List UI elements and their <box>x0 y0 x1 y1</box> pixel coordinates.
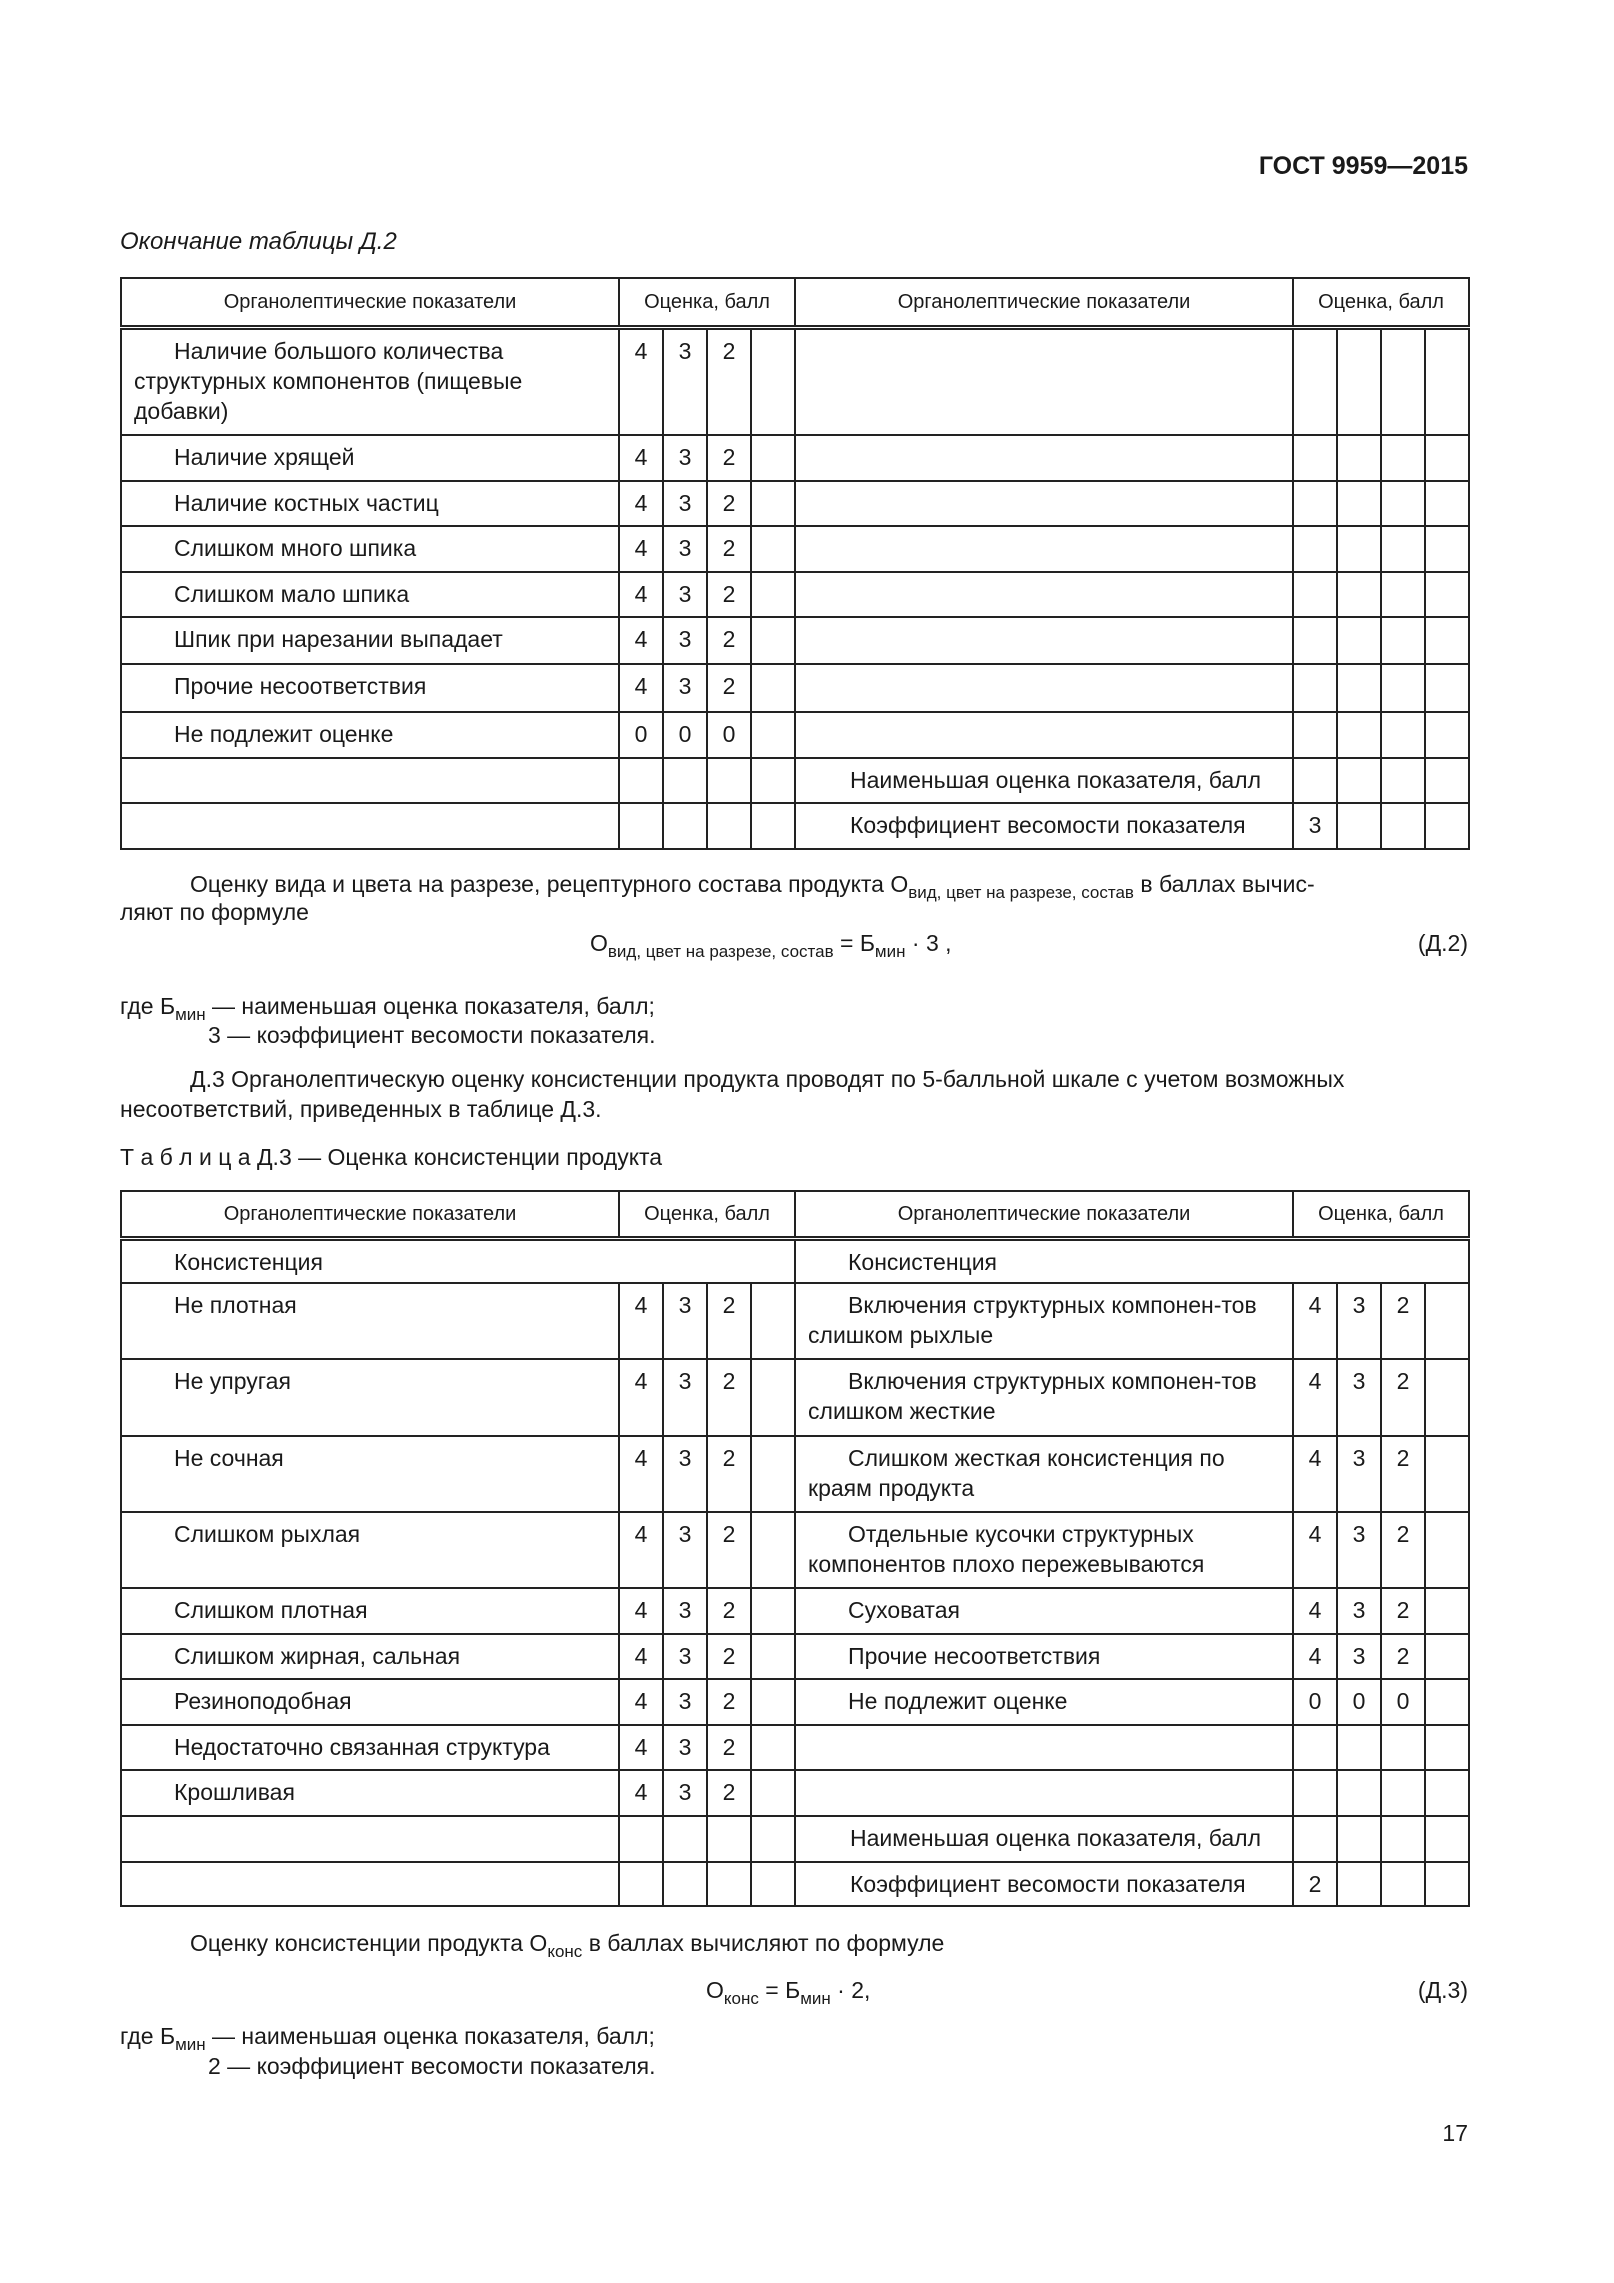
score-cell <box>1293 526 1337 572</box>
score-cell: 3 <box>663 572 707 617</box>
symbol: О <box>590 930 608 956</box>
table-row <box>121 617 1469 664</box>
score-cell <box>1337 572 1381 617</box>
score-cell <box>751 572 795 617</box>
indicator-cell: Не упругая <box>121 1359 619 1436</box>
where-line: 3 — коэффициент весомости показателя. <box>208 1022 656 1048</box>
table-row <box>121 481 1469 526</box>
score-cell <box>751 1679 795 1725</box>
caption-label: Т а б л и ц а <box>120 1144 251 1170</box>
symbol: = Б <box>758 1977 801 2003</box>
where-line <box>120 993 1468 1025</box>
score-cell: 4 <box>619 526 663 572</box>
table-row <box>121 1359 1469 1436</box>
score-cell <box>1381 1862 1425 1906</box>
score-cell <box>619 803 663 849</box>
score-cell <box>1381 617 1425 664</box>
score-cell: 4 <box>619 1634 663 1679</box>
indicator-cell: Прочие несоответствия <box>795 1634 1293 1679</box>
indicator-cell: Включения структурных компонен-тов слишком жесткие <box>795 1359 1293 1436</box>
indicator-cell: Суховатая <box>795 1588 1293 1634</box>
subscript: мин <box>175 1005 206 1024</box>
column-header: Оценка, балл <box>619 1191 795 1238</box>
score-cell: 4 <box>619 572 663 617</box>
column-header: Оценка, балл <box>1293 1191 1469 1238</box>
indicator-cell <box>121 1816 619 1862</box>
where-line: 2 — коэффициент весомости показателя. <box>208 2053 656 2079</box>
score-cell: 3 <box>1337 1634 1381 1679</box>
score-cell <box>751 803 795 849</box>
score-cell <box>1337 758 1381 803</box>
indicator-cell: Наличие хрящей <box>121 435 619 481</box>
paragraph-line: Д.3 Органолептическую оценку консистенции продукта проводят по 5-балльной шкале с учетом возможных <box>190 1066 1345 1092</box>
score-cell <box>1337 1862 1381 1906</box>
score-cell: 3 <box>1337 1512 1381 1588</box>
score-cell <box>1425 803 1469 849</box>
table-d3 <box>120 1190 1470 1907</box>
score-cell: 4 <box>619 1283 663 1359</box>
score-cell: 2 <box>707 1512 751 1588</box>
score-cell: 4 <box>1293 1634 1337 1679</box>
formula-number: (Д.3) <box>1417 1977 1468 2003</box>
text: в баллах вычис- <box>1133 871 1315 897</box>
score-cell: 2 <box>1293 1862 1337 1906</box>
score-cell: 3 <box>663 1770 707 1816</box>
score-cell <box>1425 1770 1469 1816</box>
score-cell <box>1337 712 1381 758</box>
score-cell: 4 <box>1293 1512 1337 1588</box>
score-cell: 3 <box>663 1634 707 1679</box>
score-cell <box>1425 1679 1469 1725</box>
score-cell <box>1425 664 1469 712</box>
score-cell <box>1337 617 1381 664</box>
score-cell <box>751 1283 795 1359</box>
score-cell: 3 <box>663 1588 707 1634</box>
subscript: вид, цвет на разрезе, состав <box>607 942 834 961</box>
score-cell <box>1425 617 1469 664</box>
score-cell: 2 <box>707 1770 751 1816</box>
score-cell <box>1293 327 1337 435</box>
score-cell: 4 <box>619 1359 663 1436</box>
score-cell: 4 <box>619 1588 663 1634</box>
subscript: конс <box>547 1942 583 1961</box>
score-cell: 2 <box>707 327 751 435</box>
score-cell: 4 <box>619 664 663 712</box>
indicator-cell <box>795 572 1293 617</box>
indicator-cell <box>795 1770 1293 1816</box>
score-cell <box>1337 435 1381 481</box>
score-cell <box>1337 1816 1381 1862</box>
score-cell <box>1337 1770 1381 1816</box>
table-row <box>121 712 1469 758</box>
indicator-cell: Коэффициент весомости показателя <box>795 803 1293 849</box>
score-cell: 2 <box>707 1283 751 1359</box>
score-cell <box>751 1359 795 1436</box>
score-cell: 2 <box>1381 1436 1425 1512</box>
indicator-cell <box>121 1862 619 1906</box>
score-cell <box>1425 435 1469 481</box>
column-header: Оценка, балл <box>1293 278 1469 327</box>
section-label: Консистенция <box>795 1238 1469 1283</box>
score-cell <box>1381 803 1425 849</box>
score-cell: 3 <box>663 327 707 435</box>
text: — наименьшая оценка показателя, балл; <box>205 2023 655 2049</box>
table-row <box>121 1679 1469 1725</box>
score-cell <box>1381 327 1425 435</box>
score-cell: 2 <box>707 1725 751 1770</box>
symbol: О <box>706 1977 724 2003</box>
subscript: мин <box>800 1989 831 2008</box>
score-cell <box>751 758 795 803</box>
table-row <box>121 1725 1469 1770</box>
indicator-cell <box>795 617 1293 664</box>
where-line <box>120 2023 1468 2055</box>
score-cell <box>1337 664 1381 712</box>
score-cell: 2 <box>707 617 751 664</box>
symbol: = Б <box>833 930 875 956</box>
indicator-cell: Наличие большого количества структурных компонентов (пищевые добавки) <box>121 327 619 435</box>
indicator-cell: Прочие несоответствия <box>121 664 619 712</box>
score-cell <box>707 1816 751 1862</box>
score-cell <box>1293 1770 1337 1816</box>
indicator-cell <box>121 758 619 803</box>
score-cell <box>1425 1512 1469 1588</box>
score-cell: 2 <box>1381 1588 1425 1634</box>
score-cell <box>1425 1816 1469 1862</box>
indicator-cell: Не подлежит оценке <box>121 712 619 758</box>
score-cell: 0 <box>619 712 663 758</box>
score-cell: 4 <box>619 1436 663 1512</box>
score-cell <box>751 1512 795 1588</box>
score-cell: 0 <box>663 712 707 758</box>
score-cell <box>1337 526 1381 572</box>
score-cell <box>619 758 663 803</box>
table-row <box>121 758 1469 803</box>
score-cell: 2 <box>1381 1512 1425 1588</box>
score-cell <box>1381 572 1425 617</box>
score-cell: 2 <box>1381 1283 1425 1359</box>
indicator-cell: Не сочная <box>121 1436 619 1512</box>
score-cell: 4 <box>619 1679 663 1725</box>
score-cell: 3 <box>663 435 707 481</box>
score-cell: 2 <box>707 481 751 526</box>
indicator-cell <box>795 481 1293 526</box>
table-d3-caption <box>120 1144 1468 1171</box>
score-cell: 4 <box>1293 1588 1337 1634</box>
indicator-cell: Наименьшая оценка показателя, балл <box>795 758 1293 803</box>
score-cell <box>1293 664 1337 712</box>
score-cell <box>751 526 795 572</box>
subscript: мин <box>175 2035 206 2054</box>
indicator-cell: Слишком рыхлая <box>121 1512 619 1588</box>
score-cell: 4 <box>619 1725 663 1770</box>
score-cell: 2 <box>707 1634 751 1679</box>
paragraph-line: несоответствий, приведенных в таблице Д.3. <box>120 1096 602 1122</box>
score-cell <box>707 803 751 849</box>
score-cell <box>1381 1770 1425 1816</box>
text: в баллах вычисляют по формуле <box>582 1930 945 1956</box>
section-row <box>121 1238 1469 1283</box>
score-cell <box>1381 481 1425 526</box>
score-cell: 4 <box>1293 1283 1337 1359</box>
score-cell: 0 <box>1337 1679 1381 1725</box>
score-cell <box>1293 435 1337 481</box>
score-cell: 3 <box>1337 1283 1381 1359</box>
document-id: ГОСТ 9959—2015 <box>1258 152 1468 180</box>
score-cell <box>1425 481 1469 526</box>
score-cell: 2 <box>707 1588 751 1634</box>
score-cell <box>751 481 795 526</box>
table-d2 <box>120 277 1470 850</box>
table-row <box>121 1634 1469 1679</box>
score-cell <box>1293 617 1337 664</box>
score-cell: 2 <box>707 435 751 481</box>
table-row <box>121 664 1469 712</box>
score-cell <box>1425 758 1469 803</box>
subscript: конс <box>723 1989 759 2008</box>
indicator-cell: Не подлежит оценке <box>795 1679 1293 1725</box>
score-cell: 4 <box>619 617 663 664</box>
score-cell <box>1381 526 1425 572</box>
score-cell: 2 <box>707 1436 751 1512</box>
table-row <box>121 526 1469 572</box>
score-cell: 3 <box>663 526 707 572</box>
score-cell: 2 <box>1381 1359 1425 1436</box>
score-cell: 3 <box>1337 1588 1381 1634</box>
score-cell <box>751 327 795 435</box>
score-cell <box>1293 572 1337 617</box>
score-cell <box>1337 481 1381 526</box>
text: — наименьшая оценка показателя, балл; <box>205 993 655 1019</box>
score-cell <box>1381 435 1425 481</box>
score-cell: 4 <box>1293 1359 1337 1436</box>
score-cell <box>751 1436 795 1512</box>
indicator-cell: Слишком плотная <box>121 1588 619 1634</box>
score-cell <box>1425 526 1469 572</box>
score-cell: 3 <box>663 664 707 712</box>
formula-d2 <box>590 930 952 962</box>
score-cell: 3 <box>1337 1436 1381 1512</box>
score-cell: 4 <box>619 1770 663 1816</box>
column-header: Органолептические показатели <box>795 278 1293 327</box>
text: где Б <box>120 2023 176 2049</box>
score-cell <box>663 1816 707 1862</box>
table-row <box>121 1770 1469 1816</box>
score-cell <box>751 712 795 758</box>
subscript: мин <box>874 942 906 961</box>
score-cell: 3 <box>663 1512 707 1588</box>
table-row <box>121 803 1469 849</box>
indicator-cell: Включения структурных компонен-тов слишком рыхлые <box>795 1283 1293 1359</box>
score-cell: 3 <box>663 1679 707 1725</box>
score-cell <box>751 1588 795 1634</box>
score-cell <box>1293 1725 1337 1770</box>
score-cell <box>1381 758 1425 803</box>
score-cell: 3 <box>1337 1359 1381 1436</box>
section-label: Консистенция <box>121 1238 795 1283</box>
paragraph-line: ляют по формуле <box>120 899 309 925</box>
score-cell: 2 <box>707 664 751 712</box>
indicator-cell <box>121 803 619 849</box>
indicator-cell: Слишком много шпика <box>121 526 619 572</box>
symbol: · 2, <box>830 1977 871 2003</box>
indicator-cell <box>795 664 1293 712</box>
paragraph-formula-d3-intro <box>120 1930 1468 1962</box>
table-continuation-caption: Окончание таблицы Д.2 <box>120 228 397 255</box>
table-row <box>121 1436 1469 1512</box>
score-cell <box>1425 712 1469 758</box>
indicator-cell <box>795 712 1293 758</box>
score-cell: 3 <box>663 1436 707 1512</box>
score-cell <box>751 1816 795 1862</box>
text: где Б <box>120 993 176 1019</box>
column-header: Органолептические показатели <box>121 1191 619 1238</box>
score-cell: 2 <box>1381 1634 1425 1679</box>
score-cell: 4 <box>619 327 663 435</box>
indicator-cell: Коэффициент весомости показателя <box>795 1862 1293 1906</box>
indicator-cell: Наличие костных частиц <box>121 481 619 526</box>
score-cell: 4 <box>619 1512 663 1588</box>
subscript: вид, цвет на разрезе, состав <box>908 883 1134 902</box>
score-cell <box>1293 712 1337 758</box>
score-cell <box>751 1770 795 1816</box>
score-cell <box>1425 572 1469 617</box>
table-row <box>121 1588 1469 1634</box>
score-cell: 0 <box>1293 1679 1337 1725</box>
table-row <box>121 1816 1469 1862</box>
indicator-cell: Резиноподобная <box>121 1679 619 1725</box>
indicator-cell <box>795 1725 1293 1770</box>
score-cell <box>1293 481 1337 526</box>
indicator-cell: Не плотная <box>121 1283 619 1359</box>
indicator-cell <box>795 526 1293 572</box>
indicator-cell: Недостаточно связанная структура <box>121 1725 619 1770</box>
score-cell <box>1337 327 1381 435</box>
score-cell <box>1425 1588 1469 1634</box>
score-cell <box>1293 758 1337 803</box>
score-cell <box>1425 1634 1469 1679</box>
score-cell <box>1381 664 1425 712</box>
score-cell <box>1337 1725 1381 1770</box>
score-cell <box>663 758 707 803</box>
score-cell <box>751 617 795 664</box>
indicator-cell: Отдельные кусочки структурных компонентов плохо пережевываются <box>795 1512 1293 1588</box>
score-cell <box>663 803 707 849</box>
score-cell <box>1381 1816 1425 1862</box>
formula-d3 <box>706 1977 870 2009</box>
score-cell: 2 <box>707 572 751 617</box>
table-header-row <box>121 278 1469 327</box>
score-cell <box>1425 1725 1469 1770</box>
score-cell: 2 <box>707 526 751 572</box>
table-row <box>121 572 1469 617</box>
score-cell <box>663 1862 707 1906</box>
score-cell <box>1425 1436 1469 1512</box>
score-cell: 0 <box>1381 1679 1425 1725</box>
score-cell <box>1381 1725 1425 1770</box>
score-cell: 4 <box>619 481 663 526</box>
score-cell: 3 <box>663 1725 707 1770</box>
score-cell: 3 <box>663 617 707 664</box>
table-row <box>121 1512 1469 1588</box>
score-cell <box>751 435 795 481</box>
column-header: Органолептические показатели <box>795 1191 1293 1238</box>
score-cell <box>1337 803 1381 849</box>
score-cell <box>619 1816 663 1862</box>
score-cell: 3 <box>663 481 707 526</box>
formula-number: (Д.2) <box>1417 930 1468 956</box>
indicator-cell <box>795 435 1293 481</box>
score-cell: 0 <box>707 712 751 758</box>
score-cell: 2 <box>707 1359 751 1436</box>
indicator-cell: Слишком мало шпика <box>121 572 619 617</box>
table-header-row <box>121 1191 1469 1238</box>
score-cell <box>751 1725 795 1770</box>
score-cell <box>751 1634 795 1679</box>
column-header: Оценка, балл <box>619 278 795 327</box>
indicator-cell: Наименьшая оценка показателя, балл <box>795 1816 1293 1862</box>
score-cell: 3 <box>663 1359 707 1436</box>
page-number: 17 <box>1442 2120 1468 2146</box>
table-row <box>121 435 1469 481</box>
symbol: · 3 , <box>905 930 952 956</box>
indicator-cell: Слишком жирная, сальная <box>121 1634 619 1679</box>
score-cell <box>1381 712 1425 758</box>
score-cell <box>619 1862 663 1906</box>
score-cell: 2 <box>707 1679 751 1725</box>
text: Оценку консистенции продукта О <box>190 1930 548 1956</box>
score-cell <box>707 758 751 803</box>
score-cell <box>1425 1359 1469 1436</box>
text: Оценку вида и цвета на разрезе, рецептурного состава продукта О <box>190 871 909 897</box>
table-row <box>121 327 1469 435</box>
score-cell <box>751 664 795 712</box>
column-header: Органолептические показатели <box>121 278 619 327</box>
score-cell <box>1293 1816 1337 1862</box>
score-cell: 4 <box>619 435 663 481</box>
score-cell: 4 <box>1293 1436 1337 1512</box>
table-row <box>121 1283 1469 1359</box>
table-row <box>121 1862 1469 1906</box>
score-cell <box>707 1862 751 1906</box>
score-cell <box>1425 1862 1469 1906</box>
score-cell: 3 <box>663 1283 707 1359</box>
indicator-cell: Слишком жесткая консистенция по краям продукта <box>795 1436 1293 1512</box>
score-cell <box>751 1862 795 1906</box>
indicator-cell: Крошливая <box>121 1770 619 1816</box>
indicator-cell: Шпик при нарезании выпадает <box>121 617 619 664</box>
score-cell <box>1425 327 1469 435</box>
indicator-cell <box>795 327 1293 435</box>
score-cell <box>1425 1283 1469 1359</box>
caption-text: Д.3 — Оценка консистенции продукта <box>256 1144 663 1170</box>
score-cell: 3 <box>1293 803 1337 849</box>
